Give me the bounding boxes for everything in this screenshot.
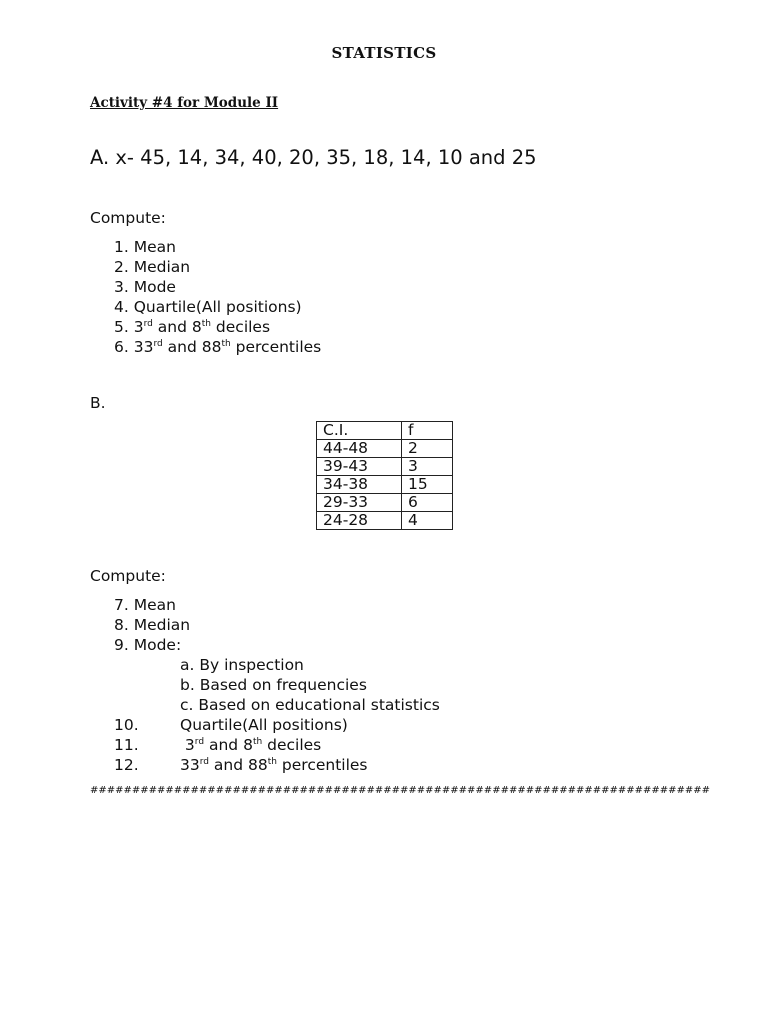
frequency-table [316, 421, 453, 530]
item-text: percentiles [276, 756, 368, 774]
item-text: 33 [180, 756, 200, 774]
item-text: Median [133, 258, 191, 276]
list-subitem: a. By inspection [180, 656, 304, 674]
item-text: Mean [133, 238, 176, 256]
list-item [114, 277, 321, 297]
part-a-list [114, 237, 321, 357]
list-item [114, 635, 440, 655]
item-number: 7. [114, 596, 129, 614]
item-number: 11. [114, 736, 139, 754]
item-text: Quartile(All positions) [133, 298, 302, 316]
list-item [114, 595, 440, 615]
item-number: 1. [114, 238, 129, 256]
table-row [317, 458, 453, 476]
table-cell: 3 [402, 458, 453, 476]
activity-heading: Activity #4 for Module II [90, 95, 279, 111]
ordinal-suffix: rd [194, 737, 205, 747]
table-header-f: f [402, 422, 453, 440]
list-item [114, 257, 321, 277]
item-text: Quartile(All positions) [180, 716, 348, 734]
item-text: deciles [211, 318, 271, 336]
ordinal-suffix: rd [199, 757, 209, 767]
item-text: 33 [133, 338, 154, 356]
table-cell: 29-33 [317, 494, 402, 512]
list-item [114, 755, 440, 775]
table-cell: 6 [402, 494, 453, 512]
item-text: deciles [262, 736, 322, 754]
item-text: percentiles [230, 338, 322, 356]
item-number: 8. [114, 616, 129, 634]
list-subitem: b. Based on frequencies [180, 676, 367, 694]
table-header-row [317, 422, 453, 440]
table-cell: 44-48 [317, 440, 402, 458]
item-text: 3 [133, 318, 144, 336]
ordinal-suffix: th [201, 319, 211, 329]
table-cell: 15 [402, 476, 453, 494]
list-item [114, 337, 321, 357]
part-a-data-line: A. x- 45, 14, 34, 40, 20, 35, 18, 14, 10 and 25 [90, 146, 537, 169]
item-text: Median [133, 616, 191, 634]
part-b-label: B. [90, 394, 106, 412]
item-text: and 8 [152, 318, 202, 336]
table-row [317, 476, 453, 494]
table-row [317, 512, 453, 530]
separator-line: ########################################################################## [90, 785, 711, 796]
item-text: and 8 [204, 736, 253, 754]
item-number: 10. [114, 716, 139, 734]
item-text: 3 [180, 736, 195, 754]
item-number: 2. [114, 258, 129, 276]
item-number: 12. [114, 756, 139, 774]
table-header-ci: C.I. [317, 422, 402, 440]
list-item [114, 297, 321, 317]
list-item [114, 735, 440, 755]
item-number: 3. [114, 278, 129, 296]
table-cell: 4 [402, 512, 453, 530]
item-text: Mode: [133, 636, 182, 654]
table-row [317, 494, 453, 512]
item-number: 9. [114, 636, 129, 654]
item-number: 5. [114, 318, 129, 336]
ordinal-suffix: th [267, 757, 277, 767]
list-subitem: c. Based on educational statistics [180, 696, 440, 714]
part-a-compute-label: Compute: [90, 209, 166, 227]
ordinal-suffix: th [221, 339, 231, 349]
list-item [114, 615, 440, 635]
ordinal-suffix: rd [143, 319, 153, 329]
item-number: 6. [114, 338, 129, 356]
table-cell: 2 [402, 440, 453, 458]
table-cell: 24-28 [317, 512, 402, 530]
table-row [317, 440, 453, 458]
table-cell: 34-38 [317, 476, 402, 494]
item-text: Mode [133, 278, 176, 296]
list-item [114, 715, 440, 735]
table-cell: 39-43 [317, 458, 402, 476]
ordinal-suffix: rd [153, 339, 163, 349]
part-b-compute-label: Compute: [90, 567, 166, 585]
item-text: and 88 [162, 338, 222, 356]
item-text: Mean [133, 596, 176, 614]
item-text: and 88 [209, 756, 268, 774]
list-item [114, 317, 321, 337]
part-b-list [114, 595, 440, 775]
ordinal-suffix: th [252, 737, 263, 747]
list-item [114, 237, 321, 257]
item-number: 4. [114, 298, 129, 316]
document-title: STATISTICS [331, 44, 437, 62]
